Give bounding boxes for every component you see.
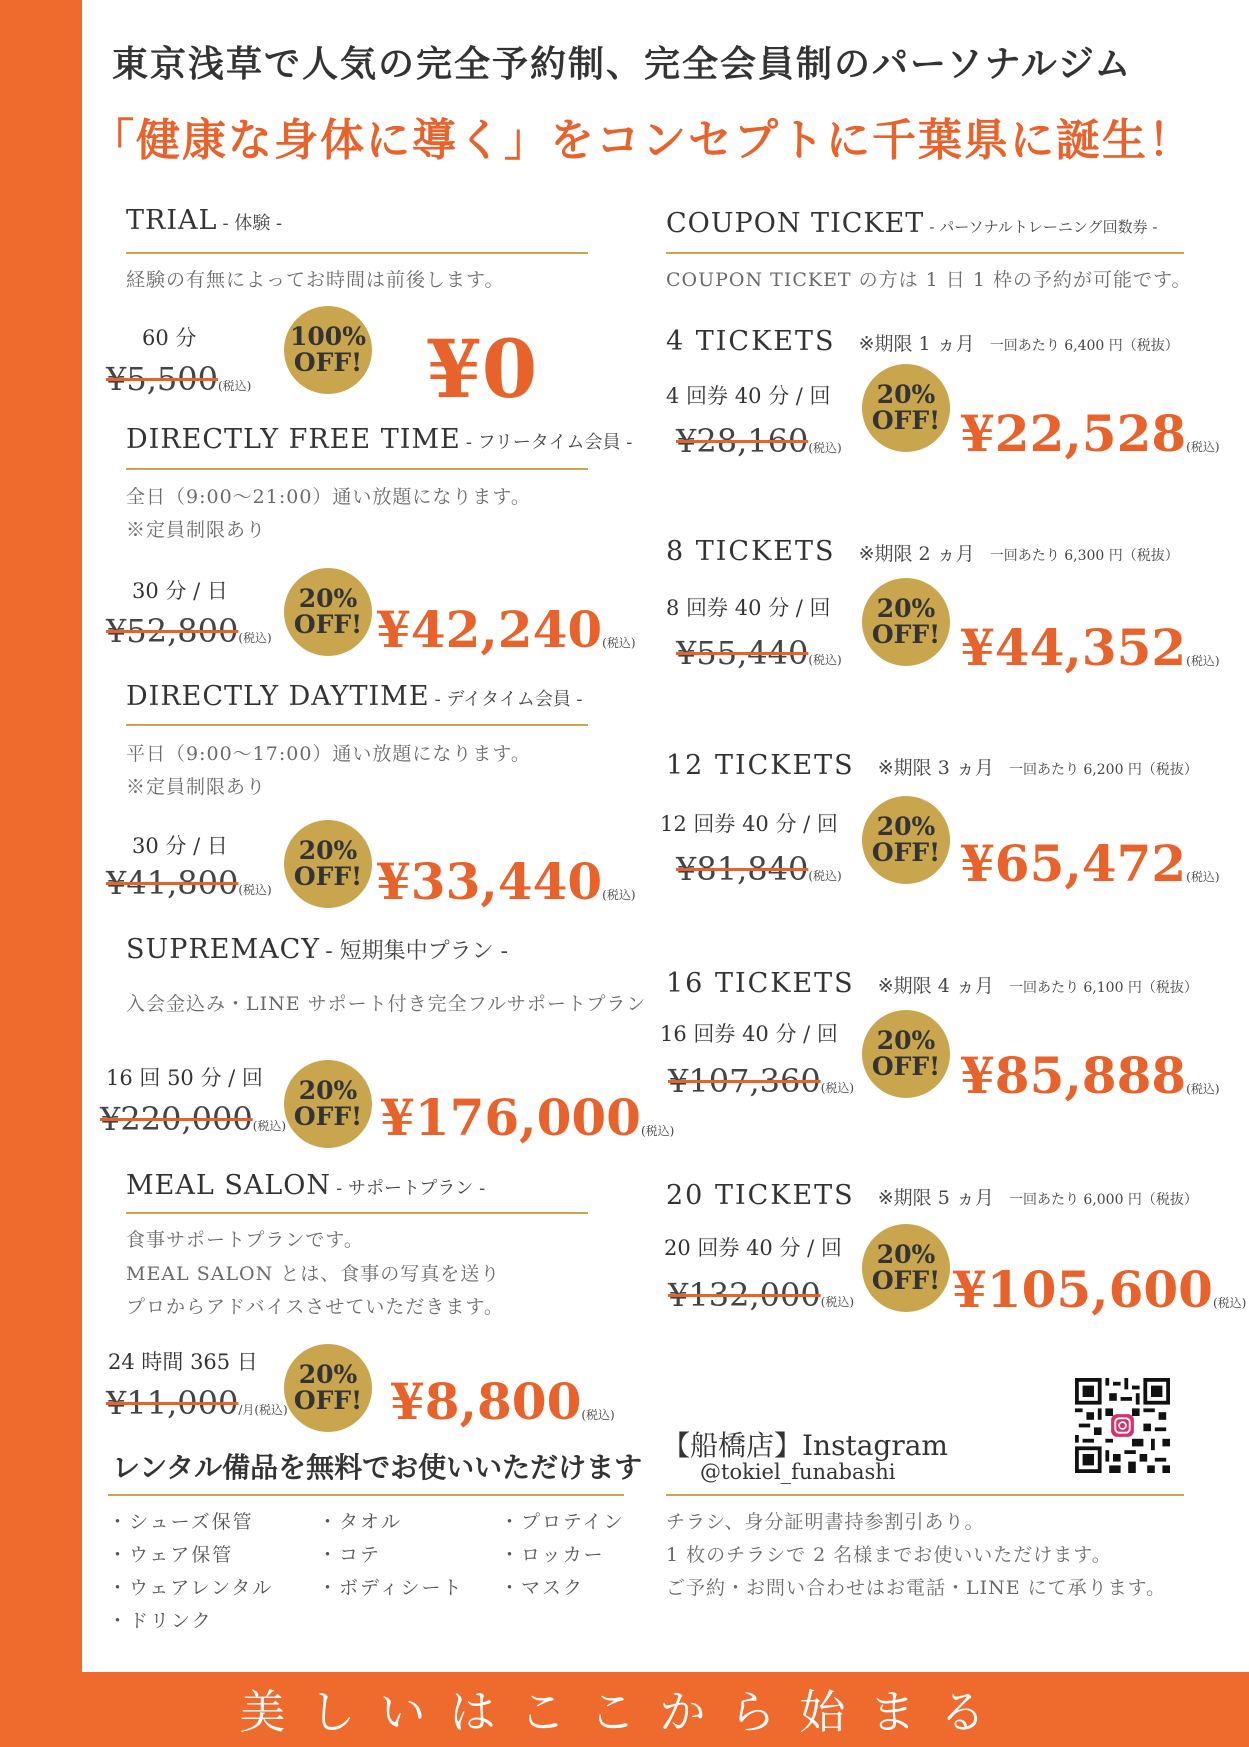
ticket-new-tax: (税込) <box>1186 1082 1220 1096</box>
free-old-price-value: ¥52,800 <box>106 612 239 650</box>
ticket-badge-off: OFF! <box>871 406 941 435</box>
rental-item: ・ウェア保管 <box>108 1544 234 1566</box>
rental-item: ・タオル <box>318 1511 403 1533</box>
trial-new-price: ¥0 <box>426 322 538 416</box>
trial-discount-badge <box>284 306 372 394</box>
rental-item: ・ボディシート <box>318 1577 464 1599</box>
ticket-discount-badge <box>862 364 950 452</box>
ticket-title: 4 TICKETS <box>666 326 836 357</box>
supremacy-discount-badge <box>284 1060 372 1148</box>
supremacy-original-price <box>100 1100 286 1138</box>
day-description-2: ※定員制限あり <box>126 776 267 798</box>
ticket-original-price <box>676 850 842 888</box>
free-duration: 30 分 / 日 <box>132 579 228 603</box>
ticket-old-price-value: ¥28,160 <box>676 422 809 460</box>
free-title: DIRECTLY FREE TIME <box>126 424 461 455</box>
ticket-original-price <box>676 634 842 672</box>
meal-description-3: プロからアドバイスさせていただきます。 <box>126 1296 504 1318</box>
ticket-new-price-value: ¥22,528 <box>960 404 1187 463</box>
meal-badge-off: OFF! <box>293 1386 363 1415</box>
ticket-new-price <box>960 618 1220 677</box>
ticket-limit: ※期限 1 ヵ月 <box>858 333 975 355</box>
rental-item: ・マスク <box>500 1577 585 1599</box>
ticket-discount-badge <box>862 578 950 666</box>
day-subtitle: - デイタイム会員 - <box>434 689 583 710</box>
meal-original-price <box>106 1384 288 1422</box>
ticket-title: 20 TICKETS <box>666 1180 855 1211</box>
supremacy-badge-off: OFF! <box>293 1102 363 1131</box>
rental-divider <box>108 1494 624 1496</box>
ticket-new-price <box>960 834 1220 893</box>
instagram-handle[interactable]: @tokiel_funabashi <box>700 1460 896 1484</box>
rental-title: レンタル備品を無料でお使いいただけます <box>112 1451 643 1484</box>
meal-new-tax: (税込) <box>581 1408 615 1422</box>
ticket-count: 8 回券 40 分 / 回 <box>666 596 831 620</box>
ticket-heading <box>666 968 1198 999</box>
coupon-title: COUPON TICKET <box>666 208 925 239</box>
day-title: DIRECTLY DAYTIME <box>126 681 430 712</box>
instagram-divider <box>666 1494 1184 1496</box>
free-subtitle: - フリータイム会員 - <box>465 432 633 453</box>
meal-title: MEAL SALON <box>126 1170 332 1201</box>
supremacy-old-tax: (税込) <box>252 1119 287 1133</box>
rental-list-col2 <box>318 1506 463 1605</box>
ticket-count: 12 回券 40 分 / 回 <box>660 812 838 836</box>
free-new-price <box>376 600 636 659</box>
ticket-badge-off: OFF! <box>871 620 941 649</box>
rental-item: ・ロッカー <box>500 1544 605 1566</box>
meal-old-unit: /月 <box>238 1403 255 1417</box>
ticket-discount-badge <box>862 796 950 884</box>
rental-item: ・シューズ保管 <box>108 1511 254 1533</box>
supremacy-new-price <box>380 1088 674 1147</box>
rental-item: ・コテ <box>318 1544 382 1566</box>
supremacy-duration: 16 回 50 分 / 回 <box>106 1066 263 1090</box>
meal-description-2: MEAL SALON とは、食事の写真を送り <box>126 1263 501 1285</box>
ticket-heading <box>666 1180 1198 1211</box>
ticket-new-price <box>952 1260 1246 1319</box>
headline-main: 東京浅草で人気の完全予約制、完全会員制のパーソナルジム <box>112 43 1133 85</box>
meal-divider <box>126 1212 588 1214</box>
ticket-new-price <box>960 1046 1220 1105</box>
coupon-divider <box>666 252 1184 254</box>
ticket-old-price-value: ¥132,000 <box>668 1276 821 1314</box>
ticket-per-session: 一回あたり 6,200 円（税抜） <box>1008 762 1198 778</box>
ticket-title: 8 TICKETS <box>666 536 836 567</box>
ticket-heading <box>666 750 1198 781</box>
rental-list-col3 <box>500 1506 625 1605</box>
supremacy-new-price-value: ¥176,000 <box>380 1088 641 1147</box>
footer-slogan: 美しいはここから始まる <box>239 1685 1010 1739</box>
supremacy-heading <box>126 934 508 965</box>
ticket-limit: ※期限 2 ヵ月 <box>858 543 975 565</box>
ticket-old-tax: (税込) <box>820 1081 855 1095</box>
supremacy-title: SUPREMACY <box>126 934 321 965</box>
ticket-new-price <box>960 404 1220 463</box>
trial-duration: 60 分 <box>142 326 197 350</box>
trial-badge-percent: 100% <box>290 322 366 351</box>
meal-discount-badge <box>284 1344 372 1432</box>
coupon-heading <box>666 208 1157 239</box>
ticket-badge-percent: 20% <box>876 1026 936 1055</box>
free-original-price <box>106 612 272 650</box>
free-old-tax: (税込) <box>238 631 272 645</box>
meal-badge-percent: 20% <box>298 1360 358 1389</box>
supremacy-old-price-value: ¥220,000 <box>100 1100 253 1138</box>
ticket-old-price-value: ¥55,440 <box>676 634 809 672</box>
free-description-2: ※定員制限あり <box>126 519 267 541</box>
ticket-limit: ※期限 4 ヵ月 <box>877 975 994 997</box>
day-divider <box>126 724 588 726</box>
ticket-count: 20 回券 40 分 / 回 <box>664 1236 842 1260</box>
ticket-badge-off: OFF! <box>871 838 941 867</box>
supremacy-badge-percent: 20% <box>298 1076 358 1105</box>
ticket-per-session: 一回あたり 6,100 円（税抜） <box>1008 980 1198 996</box>
trial-badge-off: OFF! <box>293 348 363 377</box>
day-badge-percent: 20% <box>298 836 358 865</box>
ticket-new-price-value: ¥105,600 <box>952 1260 1213 1319</box>
free-discount-badge <box>284 568 372 656</box>
day-description-1: 平日（9:00〜17:00）通い放題になります。 <box>126 743 531 765</box>
meal-description-1: 食事サポートプランです。 <box>126 1229 364 1251</box>
rental-list-col1 <box>108 1506 273 1638</box>
ticket-discount-badge <box>862 1224 950 1312</box>
meal-new-price <box>390 1372 615 1431</box>
ticket-per-session: 一回あたり 6,400 円（税抜） <box>989 338 1179 354</box>
day-duration: 30 分 / 日 <box>132 834 228 858</box>
ticket-badge-off: OFF! <box>871 1052 941 1081</box>
ticket-old-tax: (税込) <box>808 869 842 883</box>
ticket-new-tax: (税込) <box>1186 440 1220 454</box>
free-new-tax: (税込) <box>602 636 636 650</box>
ticket-new-tax: (税込) <box>1212 1296 1247 1310</box>
ticket-badge-percent: 20% <box>876 812 936 841</box>
coupon-description: COUPON TICKET の方は 1 日 1 枠の予約が可能です。 <box>666 269 1192 291</box>
trial-old-tax: (税込) <box>217 379 252 393</box>
ticket-title: 12 TICKETS <box>666 750 855 781</box>
meal-old-tax: (税込) <box>254 1403 288 1417</box>
ticket-count: 4 回券 40 分 / 回 <box>666 384 831 408</box>
ticket-original-price <box>668 1276 854 1314</box>
ticket-old-tax: (税込) <box>808 441 842 455</box>
meal-heading <box>126 1170 485 1201</box>
ticket-badge-off: OFF! <box>871 1266 941 1295</box>
ticket-discount-badge <box>862 1010 950 1098</box>
ticket-heading <box>666 326 1179 357</box>
supremacy-new-tax: (税込) <box>640 1124 675 1138</box>
trial-heading <box>126 205 282 236</box>
meal-subtitle: - サポートプラン - <box>336 1178 486 1199</box>
ticket-badge-percent: 20% <box>876 594 936 623</box>
instagram-qr-code[interactable] <box>1075 1378 1170 1473</box>
ticket-limit: ※期限 3 ヵ月 <box>877 757 994 779</box>
trial-description: 経験の有無によってお時間は前後します。 <box>126 269 505 291</box>
trial-old-price-value: ¥5,500 <box>106 360 218 398</box>
ticket-title: 16 TICKETS <box>666 968 855 999</box>
trial-subtitle: - 体験 - <box>222 213 283 234</box>
day-badge-off: OFF! <box>293 862 363 891</box>
ticket-original-price <box>668 1062 854 1100</box>
instagram-note-1: チラシ、身分証明書持参割引あり。 <box>666 1511 985 1533</box>
free-new-price-value: ¥42,240 <box>376 600 603 659</box>
ticket-old-price-value: ¥81,840 <box>676 850 809 888</box>
qr-code-icon <box>1075 1378 1170 1473</box>
day-original-price <box>106 864 272 902</box>
day-old-price-value: ¥41,800 <box>106 864 239 902</box>
ticket-new-tax: (税込) <box>1186 870 1220 884</box>
supremacy-description: 入会金込み・LINE サポート付き完全フルサポートプラン <box>126 993 647 1015</box>
ticket-new-price-value: ¥65,472 <box>960 834 1187 893</box>
headline-concept: 「健康な身体に導く」をコンセプトに千葉県に誕生！ <box>90 115 1194 166</box>
meal-new-price-value: ¥8,800 <box>390 1372 582 1431</box>
ticket-new-price-value: ¥85,888 <box>960 1046 1187 1105</box>
day-new-price-value: ¥33,440 <box>376 852 603 911</box>
trial-title: TRIAL <box>126 205 218 236</box>
day-old-tax: (税込) <box>238 883 272 897</box>
instagram-note-2: 1 枚のチラシで 2 名様までお使いいただけます。 <box>666 1544 1112 1566</box>
ticket-badge-percent: 20% <box>876 1240 936 1269</box>
coupon-subtitle: - パーソナルトレーニング回数券 - <box>929 218 1158 236</box>
instagram-store-label: 【船橋店】Instagram <box>662 1429 948 1462</box>
rental-item: ・プロテイン <box>500 1511 625 1533</box>
day-new-price <box>376 852 636 911</box>
ticket-old-tax: (税込) <box>820 1295 855 1309</box>
free-divider <box>126 468 588 470</box>
free-badge-off: OFF! <box>293 610 363 639</box>
free-badge-percent: 20% <box>298 584 358 613</box>
ticket-count: 16 回券 40 分 / 回 <box>660 1022 838 1046</box>
ticket-old-price-value: ¥107,360 <box>668 1062 821 1100</box>
ticket-heading <box>666 536 1179 567</box>
day-new-tax: (税込) <box>602 888 636 902</box>
day-heading <box>126 681 583 712</box>
meal-duration: 24 時間 365 日 <box>108 1350 258 1374</box>
free-heading <box>126 424 632 455</box>
ticket-new-price-value: ¥44,352 <box>960 618 1187 677</box>
left-accent-bar <box>0 0 82 1747</box>
rental-item: ・ウェアレンタル <box>108 1577 274 1599</box>
meal-old-price-value: ¥11,000 <box>106 1384 239 1422</box>
ticket-per-session: 一回あたり 6,300 円（税抜） <box>989 548 1179 564</box>
ticket-old-tax: (税込) <box>808 653 842 667</box>
supremacy-subtitle: - 短期集中プラン - <box>325 939 509 964</box>
ticket-badge-percent: 20% <box>876 380 936 409</box>
day-discount-badge <box>284 820 372 908</box>
instagram-note-3: ご予約・お問い合わせはお電話・LINE にて承ります。 <box>666 1577 1167 1599</box>
trial-divider <box>126 252 588 254</box>
ticket-original-price <box>676 422 842 460</box>
free-description-1: 全日（9:00〜21:00）通い放題になります。 <box>126 486 531 508</box>
ticket-per-session: 一回あたり 6,000 円（税抜） <box>1008 1192 1198 1208</box>
ticket-limit: ※期限 5 ヵ月 <box>877 1187 994 1209</box>
trial-original-price <box>106 360 251 398</box>
ticket-new-tax: (税込) <box>1186 654 1220 668</box>
rental-item: ・ドリンク <box>108 1610 213 1632</box>
